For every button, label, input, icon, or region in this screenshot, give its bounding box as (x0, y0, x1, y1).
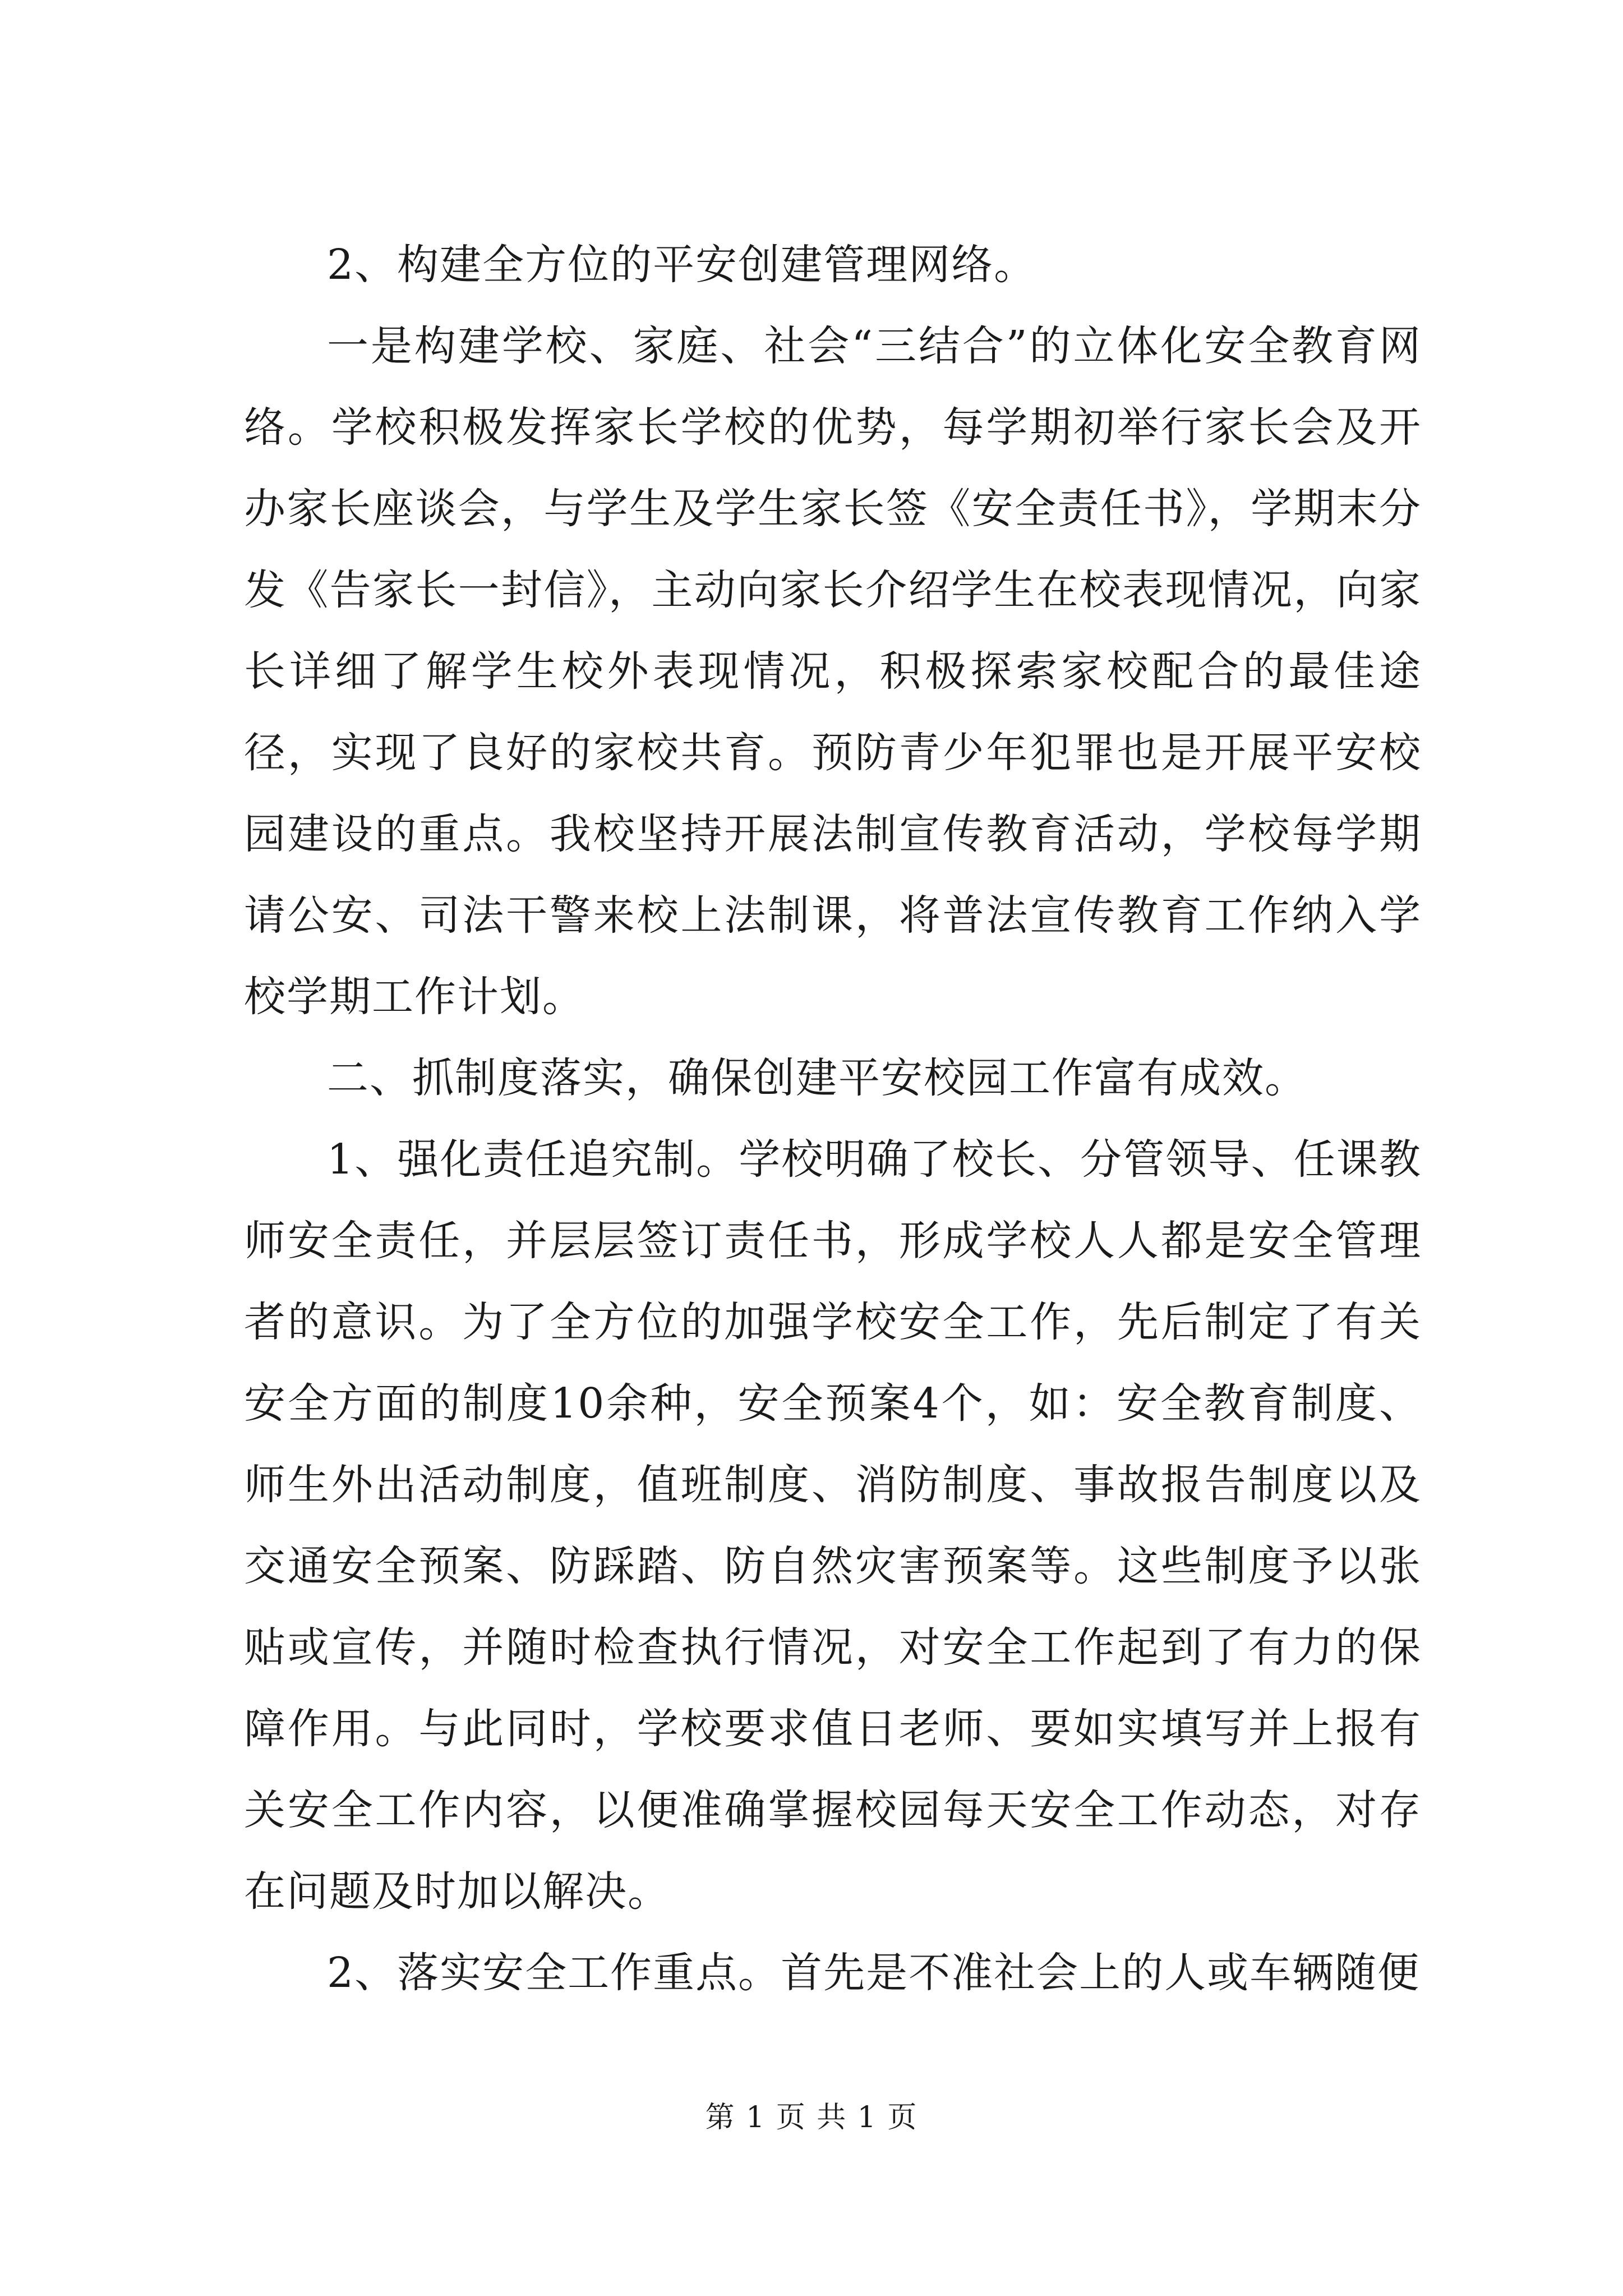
page-number-footer: 第 1 页 共 1 页 (705, 2101, 918, 2134)
document-body (244, 224, 1422, 2014)
paragraph-heading-network: 2、构建全方位的平安创建管理网络。 (327, 241, 1037, 289)
paragraph-responsibility: 1、强化责任追究制。学校明确了校长、分管领导、任课教师安全责任，并层层签订责任书，形成学校人人都是安全管理者的意识。为了全方位的加强学校安全工作，先后制定了有关安全方面的制度10余种，安全预案4个，如：安全教育制度、师生外出活动制度，值班制度、消防制度、事故报告制度以及交通安全预案、防踩踏、防自然灾害预案等。这些制度予以张贴或宣传，并随时检查执行情况，对安全工作起到了有力的保障作用。与此同时，学校要求值日老师、要如实填写并上报有关安全工作内容，以便准确掌握校园每天安全工作动态，对存在问题及时加以解决。 (244, 1135, 1422, 1916)
paragraph-heading-system: 二、抓制度落实，确保创建平安校园工作富有成效。 (327, 1054, 1307, 1102)
paragraph-safety-focus: 2、落实安全工作重点。首先是不准社会上的人或车辆随便 (327, 1949, 1421, 1997)
paragraph-three-combination: 一是构建学校、家庭、社会“三结合”的立体化安全教育网络。学校积极发挥家长学校的优势，每学期初举行家长会及开办家长座谈会，与学生及学生家长签《安全责任书》，学期末分发《告家长一封信》，主动向家长介绍学生在校表现情况，向家长详细了解学生校外表现情况，积极探索家校配合的最佳途径，实现了良好的家校共育。预防青少年犯罪也是开展平安校园建设的重点。我校坚持开展法制宣传教育活动，学校每学期请公安、司法干警来校上法制课，将普法宣传教育工作纳入学校学期工作计划。 (244, 322, 1422, 1021)
